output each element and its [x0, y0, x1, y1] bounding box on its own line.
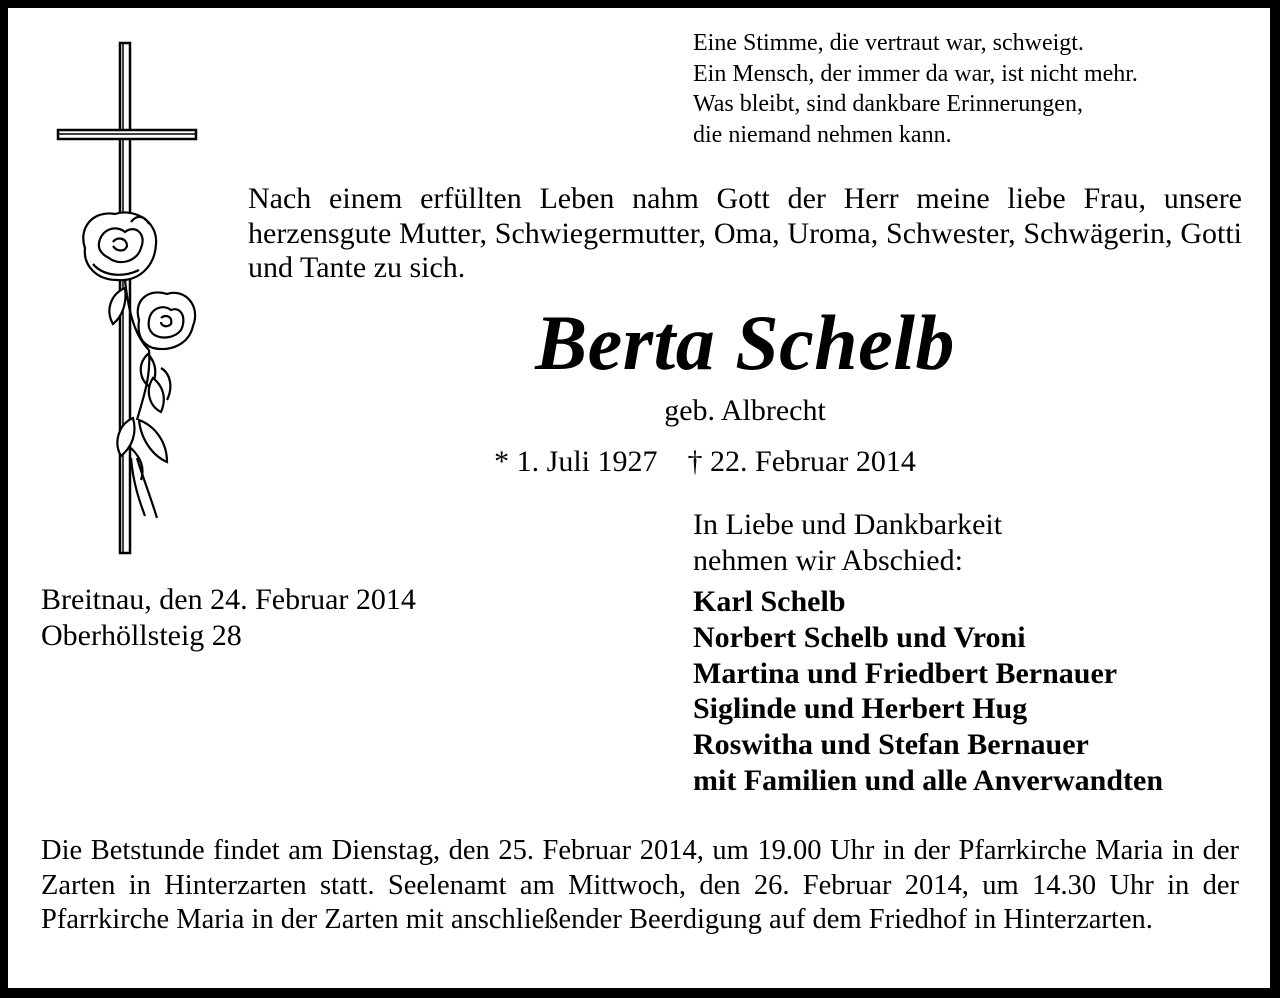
- maiden-name: geb. Albrecht: [664, 394, 826, 427]
- deceased-name: Berta Schelb: [535, 299, 955, 386]
- mourner-item: Siglinde und Herbert Hug: [693, 692, 1028, 726]
- death-date: † 22. Februar 2014: [687, 445, 916, 478]
- farewell-line: In Liebe und Dankbarkeit: [693, 508, 1003, 541]
- place-date-line: Breitnau, den 24. Februar 2014: [41, 583, 416, 616]
- address-line: Oberhöllsteig 28: [41, 619, 242, 652]
- mourners-list: [693, 584, 1253, 799]
- farewell-text: [693, 507, 1253, 579]
- farewell-line: nehmen wir Abschied:: [693, 544, 963, 577]
- mourner-item: mit Familien und alle Anverwandten: [693, 763, 1164, 797]
- intro-paragraph: Nach einem erfüllten Leben nahm Gott der Herr meine liebe Frau, unsere herzensgute Mutter, Schwiegermutter, Oma, Uroma, Schwester, Schwägerin, Gotti und Tante zu sich.: [248, 182, 1242, 284]
- obituary-notice: [8, 8, 1270, 988]
- poem-line: die niemand nehmen kann.: [693, 121, 952, 148]
- birth-date: * 1. Juli 1927: [494, 445, 658, 478]
- cross-with-roses-icon: [53, 38, 213, 558]
- mourner-item: Karl Schelb: [693, 585, 846, 618]
- poem-line: Eine Stimme, die vertraut war, schweigt.: [693, 30, 1084, 56]
- poem-line: Was bleibt, sind dankbare Erinnerungen,: [693, 91, 1083, 117]
- service-paragraph: Die Betstunde findet am Dienstag, den 25. Februar 2014, um 19.00 Uhr in der Pfarrkirche Maria in der Zarten in Hinterzarten statt. Seelenamt am Mittwoch, den 26. Februar 2014, um 14.30 Uhr in der Pfarrkirche Maria in der Zarten mit anschließender Beerdigung auf dem Friedhof in Hinterzarten.: [41, 835, 1239, 935]
- life-dates: [248, 445, 1162, 479]
- mourner-item: Norbert Schelb und Vroni: [693, 620, 1026, 654]
- poem-line: Ein Mensch, der immer da war, ist nicht mehr.: [693, 60, 1138, 87]
- mourner-item: Martina und Friedbert Bernauer: [693, 656, 1118, 690]
- poem: [693, 28, 1253, 150]
- mourner-item: Roswitha und Stefan Bernauer: [693, 728, 1089, 762]
- place-and-date: [41, 582, 561, 654]
